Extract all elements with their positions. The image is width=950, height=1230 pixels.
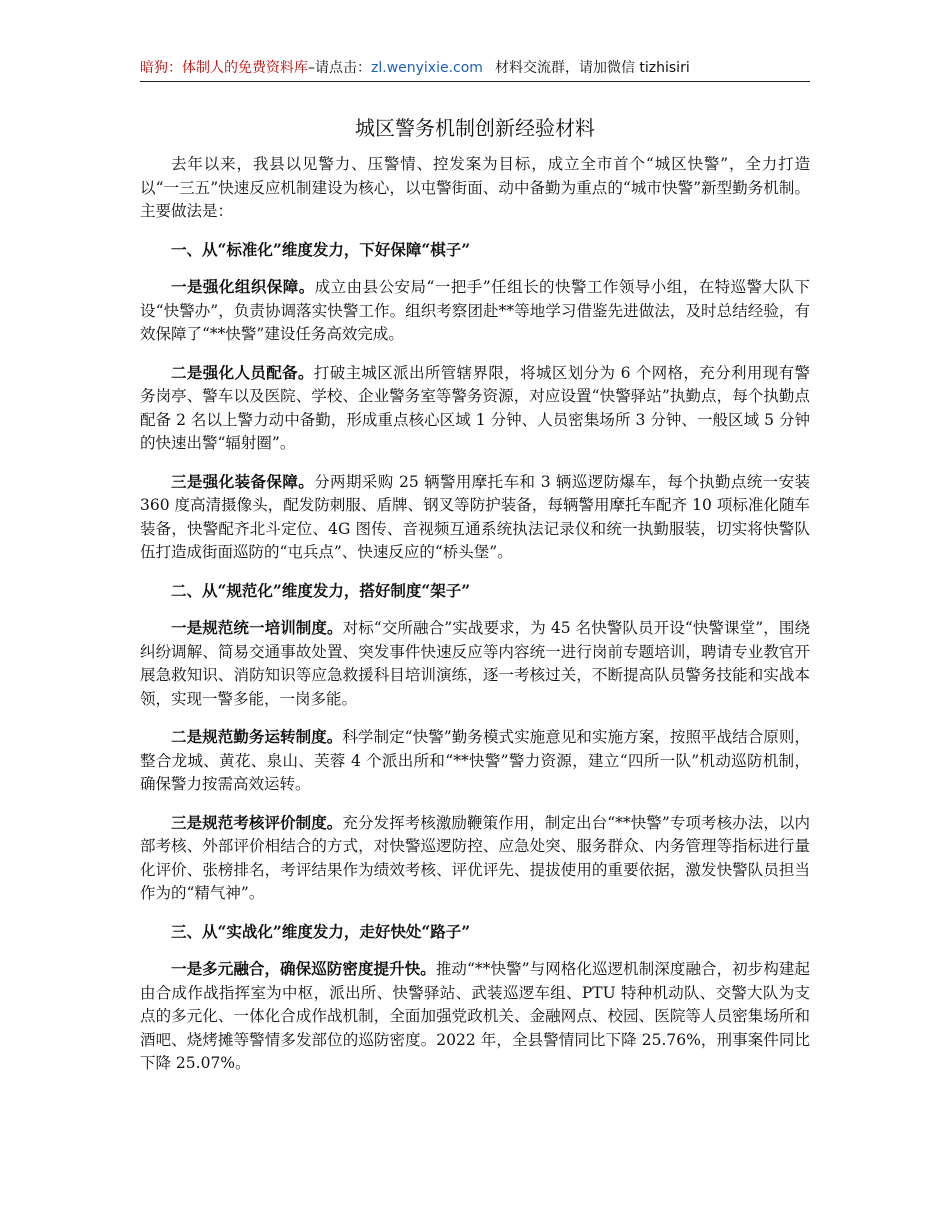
document-body (140, 153, 810, 1076)
section-heading: 三、从“实战化”维度发力，走好快处“路子” (171, 921, 471, 941)
paragraph-text: 推动“**快警”与网格化巡逻机制深度融合，初步构建起由合成作战指挥室为中枢，派出所、快警驿站、武装巡逻车组、PTU 特种机动队、交警大队为支点的多元化、一体化合成作战机制，全面加强党政机关、金融网点、校园、医院等人员密集场所和酒吧、烧烤摊等警情多发部位的巡防密度。2022 年，全县警情同比下降 25.76%，刑事案件同比下降 25.07%。 (140, 960, 810, 1072)
paragraph-text: 科学制定“快警”勤务模式实施意见和实施方案，按照平战结合原则，整合龙城、黄花、泉山、芙蓉 4 个派出所和“**快警”警力资源，建立“四所一队”机动巡防机制，确保警力按需高效运转。 (140, 728, 810, 793)
document-title: 城区警务机制创新经验材料 (355, 116, 595, 140)
paragraph-lead: 三是规范考核评价制度。 (171, 812, 343, 832)
section-heading: 二、从“规范化”维度发力，搭好制度“架子” (171, 580, 471, 600)
intro-paragraph: 去年以来，我县以见警力、压警情、控发案为目标，成立全市首个“城区快警”，全力打造以“一三五”快速反应机制建设为核心，以屯警街面、动中备勤为重点的“城市快警”新型勤务机制。主要做法是： (140, 155, 810, 220)
paragraph-lead: 一是规范统一培训制度。 (171, 618, 343, 637)
body-paragraph (140, 361, 810, 456)
body-paragraph (140, 957, 810, 1076)
header-click-prompt: –请点击： (308, 60, 371, 76)
header-url-link[interactable]: zl.wenyixie.com (371, 60, 483, 76)
paragraph-lead: 三是强化装备保障。 (171, 471, 315, 491)
paragraph-lead: 一是强化组织保障。 (171, 277, 315, 296)
page-header (140, 55, 810, 82)
paragraph-text: 充分发挥考核激励鞭策作用，制定出台“**快警”专项考核办法，以内部考核、外部评价相结合的方式，对快警巡逻防控、应急处突、服务群众、内务管理等指标进行量化评价、张榜排名，考评结果作为绩效考核、评优评先、提拔使用的重要依据，激发快警队员担当作为的“精气神”。 (140, 813, 810, 902)
paragraph-text: 对标“交所融合”实战要求，为 45 名快警队员开设“快警课堂”，围绕纠纷调解、简易交通事故处置、突发事件快速反应等内容统一进行岗前专题培训，聘请专业教官开展急救知识、消防知识等应急救援科目培训演练，逐一考核过关，不断提高队员警务技能和实战本领，实现一警多能，一岗多能。 (140, 619, 810, 708)
paragraph-lead: 二是强化人员配备。 (171, 362, 314, 382)
paragraph-lead: 一是多元融合，确保巡防密度提升快。 (171, 959, 436, 978)
body-paragraph (140, 616, 810, 711)
paragraph-text: 打破主城区派出所管辖界限，将城区划分为 6 个网格，充分利用现有警务岗亭、警车以及医院、学校、企业警务室等警务资源，对应设置“快警驿站”执勤点，每个执勤点配备 2 名以上警力动中备勤，形成重点核心区域 1 分钟、人员密集场所 3 分钟、一般区域 5 分钟的快速出警“辐射圈”。 (140, 363, 810, 452)
body-paragraph (140, 811, 810, 906)
paragraph-lead: 二是规范勤务运转制度。 (171, 727, 343, 746)
header-contact: 材料交流群，请加微信 tizhisiri (494, 60, 690, 76)
header-brand: 暗狗：体制人的免费资料库 (140, 60, 308, 76)
paragraph-text: 分两期采购 25 辆警用摩托车和 3 辆巡逻防爆车，每个执勤点统一安装 360 度高清摄像头，配发防刺服、盾牌、钢叉等防护装备，每辆警用摩托车配齐 10 项标准化随车装备，快警配齐北斗定位、4G 图传、音视频互通系统执法记录仪和统一执勤服装，切实将快警队伍打造成街面巡防的“屯兵点”、快速反应的“桥头堡”。 (140, 472, 810, 561)
body-paragraph (140, 725, 810, 797)
section-heading: 一、从“标准化”维度发力，下好保障“棋子” (171, 239, 471, 259)
paragraph-text: 成立由县公安局“一把手”任组长的快警工作领导小组，在特巡警大队下设“快警办”，负责协调落实快警工作。组织考察团赴**等地学习借鉴先进做法，及时总结经验，有效保障了“**快警”建设任务高效完成。 (140, 278, 810, 343)
body-paragraph (140, 275, 810, 347)
body-paragraph (140, 470, 810, 565)
